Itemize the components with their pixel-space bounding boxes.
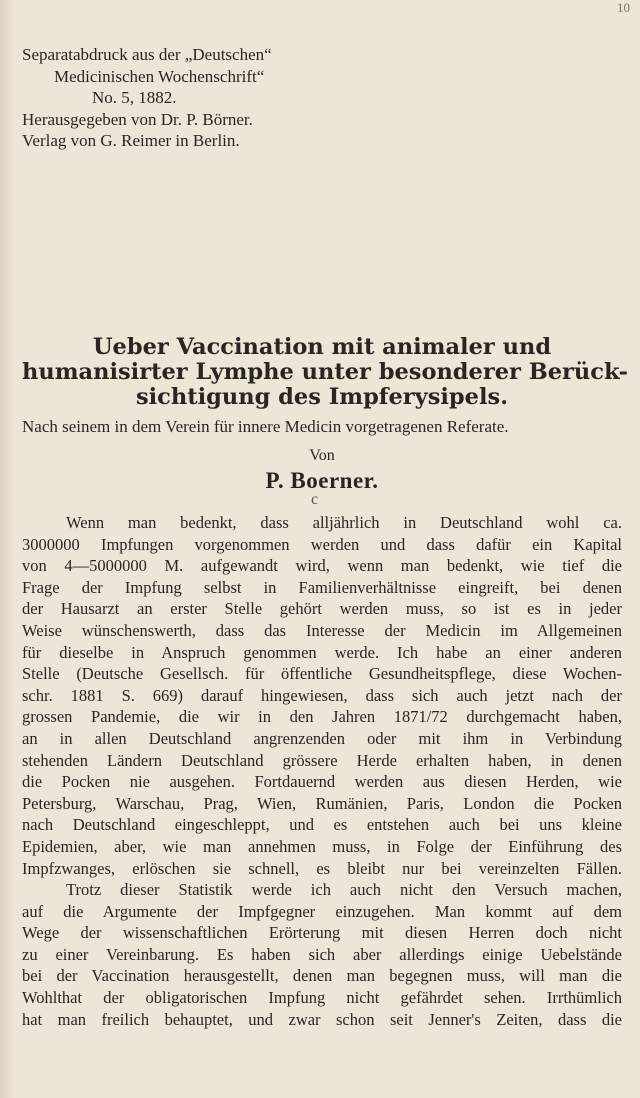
- body-line: Wohlthat der obligatorischen Impfung nicht gefährdet sehen. Irrthümlich: [22, 988, 622, 1008]
- imprint-line: Medicinischen Wochenschrift“: [54, 66, 265, 86]
- handwritten-mark: c: [311, 491, 319, 508]
- imprint-block: [22, 44, 272, 152]
- title-line: Ueber Vaccination mit animaler und: [92, 334, 552, 360]
- body-line: hat man freilich behauptet, und zwar schon seit Jenner's Zeiten, dass die: [22, 1009, 622, 1029]
- body-line: Wege der wissenschaftlichen Erörterung mit diesen Herren doch nicht: [22, 923, 622, 943]
- body-line: an in allen Deutschland angrenzenden oder mit ihm in Verbindung: [22, 728, 622, 748]
- body-line: die Pocken nie ausgehen. Fortdauernd werden aus diesen Herden, wie: [22, 772, 622, 792]
- title-line: sichtigung des Impferysipels.: [135, 384, 509, 410]
- author-name: P. Boerner.: [265, 468, 379, 493]
- body-line: schr. 1881 S. 669) darauf hingewiesen, dass sich auch jetzt nach der: [22, 685, 622, 705]
- body-line: 3000000 Impfungen vorgenommen werden und dass dafür ein Kapital: [22, 534, 622, 554]
- body-line: nach Deutschland eingeschleppt, und es entstehen auch bei uns kleine: [22, 815, 622, 835]
- body-line: Frage der Impfung selbst in Familienverhältnisse eingreift, bei denen: [22, 577, 622, 597]
- body-line: Petersburg, Warschau, Prag, Wien, Rumänien, Paris, London die Pocken: [22, 793, 622, 813]
- imprint-line: Separatabdruck aus der „Deutschen“: [22, 45, 272, 64]
- byline: Von: [309, 447, 335, 464]
- body-line: der Hausarzt an erster Stelle gehört werden muss, so ist es in jeder: [22, 599, 622, 619]
- body-line: Weise wünschenswerth, dass das Interesse der Medicin im Allgemeinen: [22, 620, 622, 640]
- imprint-line: No. 5, 1882.: [92, 88, 177, 107]
- article-subtitle: Nach seinem in dem Verein für innere Medicin vorgetragenen Referate.: [22, 417, 509, 436]
- page-number: 10: [617, 0, 630, 15]
- page-edge-shadow: [0, 0, 14, 1098]
- body-text: [22, 512, 622, 1030]
- body-line: Epidemien, aber, wie man annehmen muss, in Folge der Einführung des: [22, 836, 622, 856]
- body-line: Stelle (Deutsche Gesellsch. für öffentliche Gesundheitspflege, diese Wochen-: [22, 664, 622, 684]
- body-line: bei der Vaccination herausgestellt, denen man begegnen muss, will man die: [22, 966, 622, 986]
- title-line: humanisirter Lymphe unter besonderer Berück-: [22, 359, 628, 385]
- body-line: zu einer Vereinbarung. Es haben sich aber allerdings einige Uebelstände: [22, 944, 622, 964]
- body-line: grossen Pandemie, die wir in den Jahren 1871/72 durchgemacht haben,: [22, 707, 622, 727]
- body-line: auf die Argumente der Impfgegner einzugehen. Man kommt auf dem: [22, 901, 622, 921]
- imprint-line: Herausgegeben von Dr. P. Börner.: [22, 109, 253, 129]
- body-line: von 4—5000000 M. aufgewandt wird, wenn man bedenkt, wie tief die: [22, 556, 622, 576]
- body-line: Wenn man bedenkt, dass alljährlich in Deutschland wohl ca.: [66, 513, 622, 532]
- body-line: für dieselbe in Anspruch genommen werde. Ich habe an einer anderen: [22, 642, 622, 662]
- imprint-line: Verlag von G. Reimer in Berlin.: [22, 131, 240, 150]
- article-title: [22, 334, 628, 410]
- body-line: Impfzwanges, erlöschen sie schnell, es bleibt nur bei vereinzelten Fällen.: [22, 858, 622, 878]
- body-line: stehenden Ländern Deutschland grössere Herde erhalten haben, in denen: [22, 750, 622, 770]
- body-line: Trotz dieser Statistik werde ich auch nicht den Versuch machen,: [66, 880, 622, 900]
